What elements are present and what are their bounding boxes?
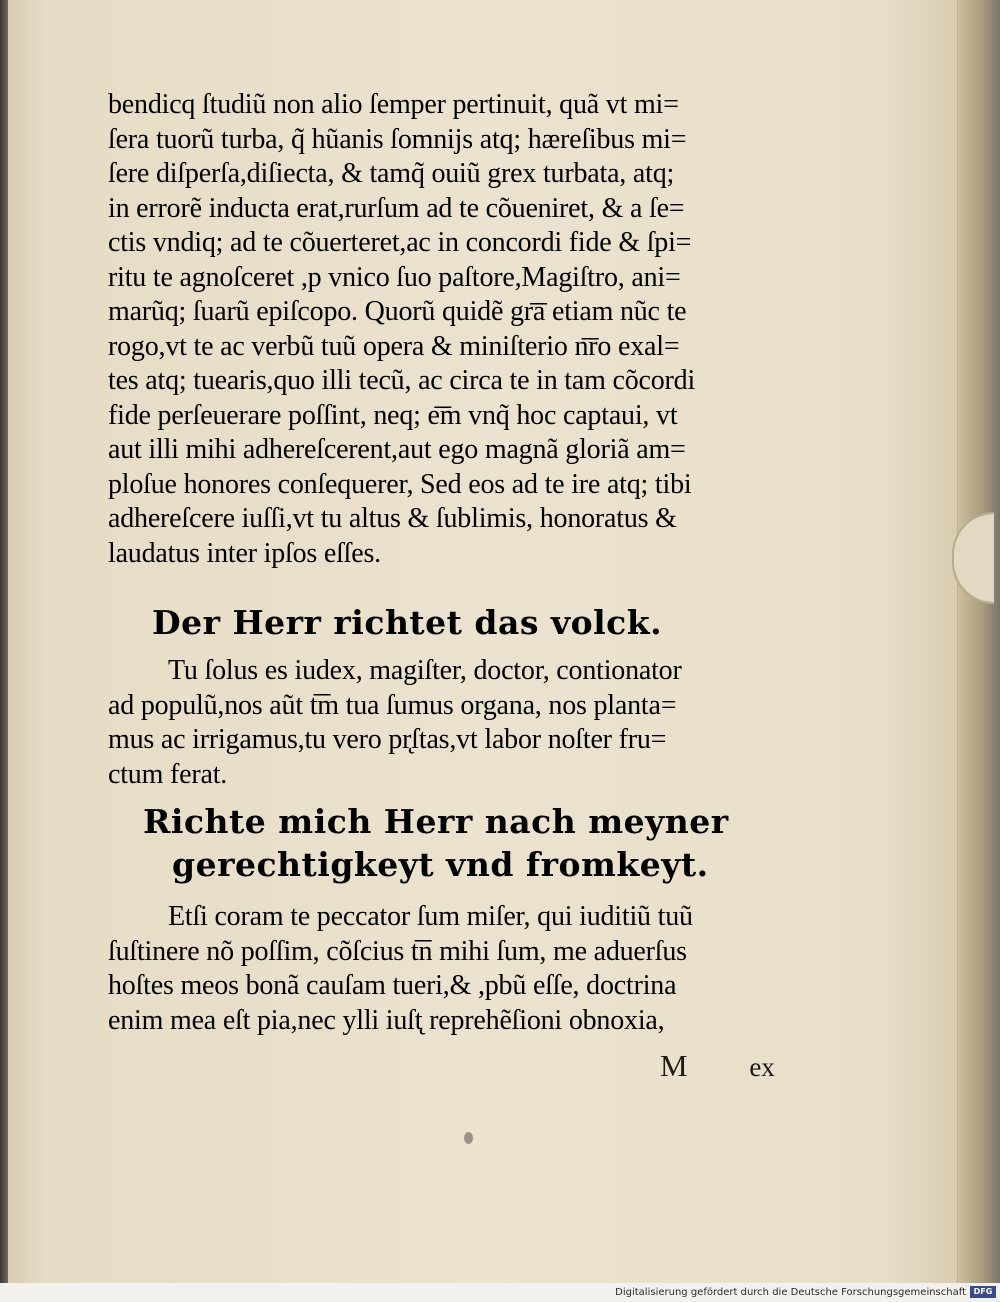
text-line: bendicq ſtudiũ non alio ſemper pertinuit, quã vt mi= [108, 89, 679, 120]
text-line: in errorẽ inducta erat,rurſum ad te cõueniret, & a ſe= [108, 192, 685, 224]
text-line: ad populũ,nos aũt t͞m tua ſumus organa, nos planta= [108, 689, 677, 721]
dfg-logo-icon: DFG [970, 1286, 996, 1298]
page-edge [958, 0, 1000, 1283]
text-line: Etſi coram te peccator ſum miſer, qui iuditiũ tuũ [168, 901, 693, 932]
heading-richte-line-1: Richte mich Herr nach meyner [143, 802, 729, 841]
text-line: adhereſcere iuſſi,vt tu altus & ſublimis, honoratus & [108, 503, 677, 534]
text-line: fide perſeuerare poſſint, neq; e͞m vnq̃ hoc captaui, vt [108, 399, 678, 431]
text-line: Tu ſolus es iudex, magiſter, doctor, contionator [168, 655, 682, 686]
text-line: laudatus inter ipſos eſſes. [108, 537, 381, 569]
text-line: rogo,vt te ac verbũ tuũ opera & miniſterio n͞ro exal= [108, 330, 680, 362]
text-line: hoſtes meos bonã cauſam tueri,& ,pbũ eſſe, doctrina [108, 970, 677, 1001]
text-line: ſuſtinere nõ poſſim, cõſcius t͞n mihi ſum, me aduerſus [108, 935, 687, 967]
passage-3 [108, 900, 788, 1038]
signature-mark: M [660, 1048, 688, 1083]
passage-2 [108, 654, 788, 792]
heading-der-herr: Der Herr richtet das volck. [152, 603, 663, 642]
text-line: ſere diſperſa,diſiecta, & tamq̃ ouiũ grex turbata, atq; [108, 158, 675, 189]
paper-spot [464, 1132, 473, 1144]
passage-1 [108, 88, 788, 571]
text-line: ploſue honores conſequerer, Sed eos ad te ire atq; tibi [108, 468, 692, 500]
text-line: ſera tuorũ turba, q̃ hũanis ſomnijs atq; hæreſibus mi= [108, 123, 687, 155]
page-footer [660, 1048, 775, 1084]
text-line: ctum ferat. [108, 758, 228, 790]
text-line: ctis vndiq; ad te cõuerteret,ac in concordi fide & ſpi= [108, 227, 692, 258]
text-line: marũq; ſuarũ epiſcopo. Quorũ quidẽ gr͞a etiam nũc te [108, 296, 687, 327]
text-line: ritu te agnoſceret ,p vnico ſuo paſtore,Magiſtro, ani= [108, 261, 681, 293]
text-line: mus ac irrigamus,tu vero pr̨ſtas,vt labor noſter fru= [108, 724, 667, 755]
heading-richte-line-2: gerechtigkeyt vnd fromkeyt. [172, 845, 709, 884]
text-line: tes atq; tuearis,quo illi tecũ, ac circa te in tam cõcordi [108, 365, 696, 396]
text-line: aut illi mihi adhereſcerent,aut ego magnã gloriã am= [108, 434, 686, 465]
text-line: enim mea eſt pia,nec ylli iuſt̨ reprehẽſioni obnoxia, [108, 1004, 665, 1036]
catchword: ex [749, 1052, 775, 1082]
digitization-credit: Digitalisierung gefördert durch die Deutsche Forschungsgemeinschaft [615, 1287, 966, 1298]
